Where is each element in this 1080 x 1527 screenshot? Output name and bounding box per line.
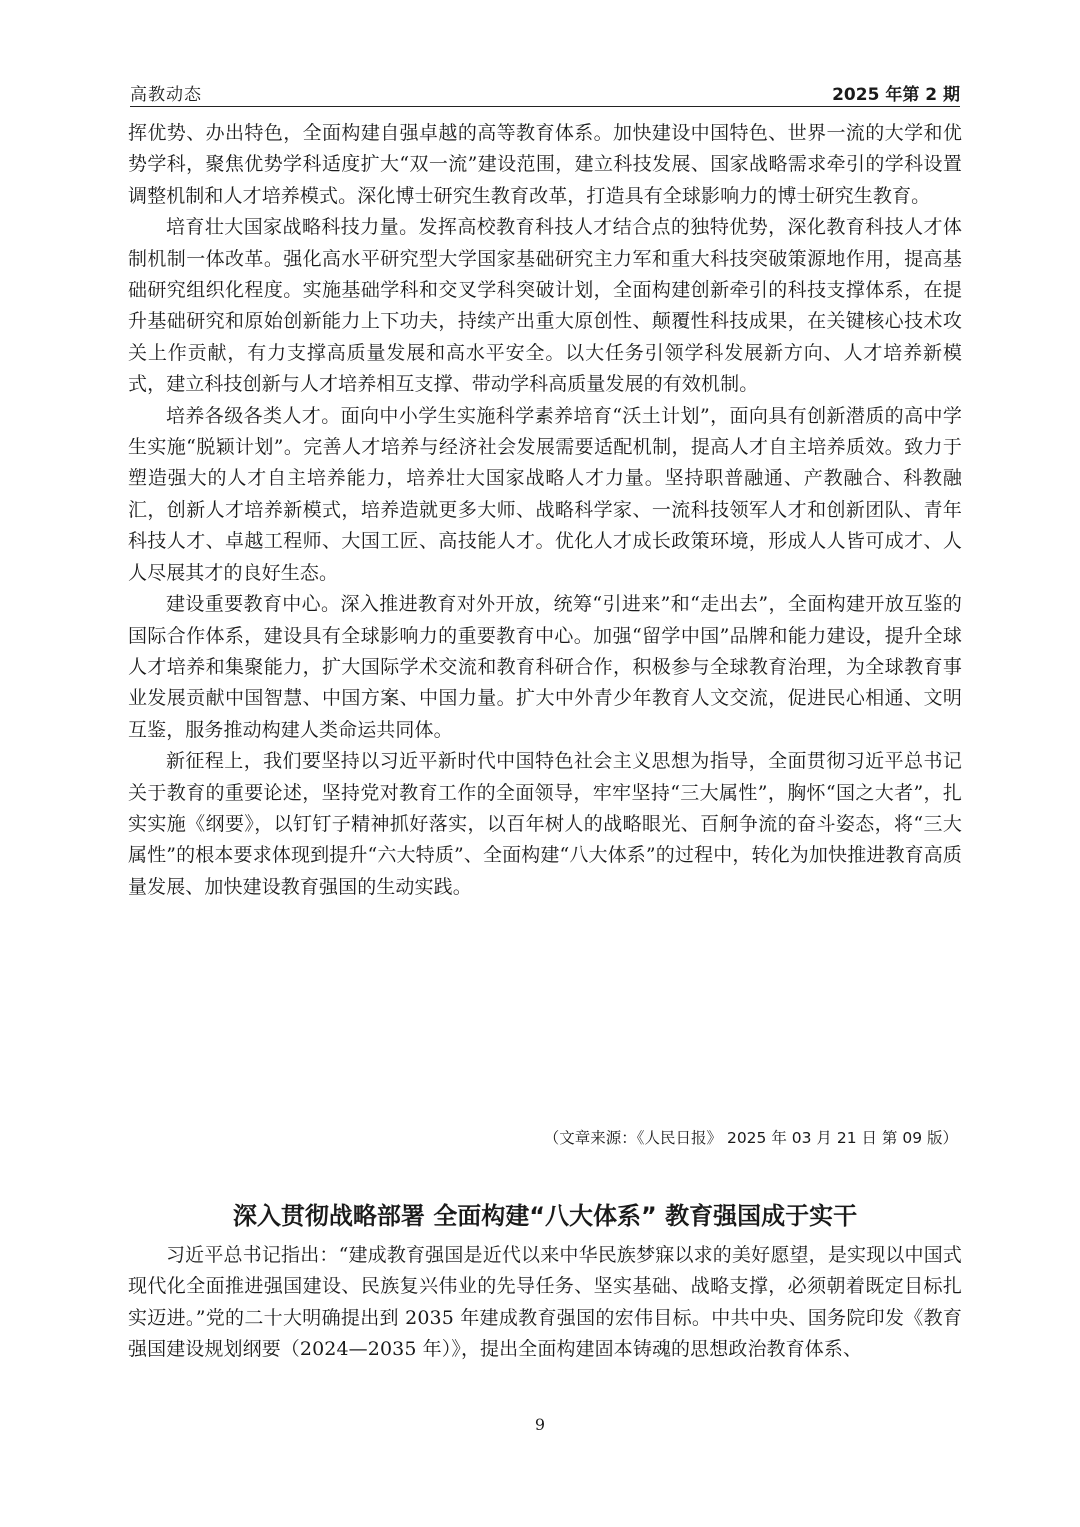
paragraph-continued: 挥优势、办出特色，全面构建自强卓越的高等教育体系。加快建设中国特色、世界一流的大学和优势学科，聚焦优势学科适度扩大“双一流”建设范围，建立科技发展、国家战略需求牵引的学科设置调整机制和人才培养模式。深化博士研究生教育改革，打造具有全球影响力的博士研究生教育。 xyxy=(128,122,962,207)
page-number: 9 xyxy=(534,1415,546,1434)
article2-body xyxy=(128,1240,962,1366)
paragraph-sci-tech: 培育壮大国家战略科技力量。发挥高校教育科技人才结合点的独特优势，深化教育科技人才体制机制一体改革。强化高水平研究型大学国家基础研究主力军和重大科技突破策源地作用，提高基础研究组织化程度。实施基础学科和交叉学科突破计划，全面构建创新牵引的科技支撑体系，在提升基础研究和原始创新能力上下功夫，持续产出重大原创性、颠覆性科技成果，在关键核心技术攻关上作贡献，有力支撑高质量发展和高水平安全。以大任务引领学科发展新方向、人才培养新模式，建立科技创新与人才培养相互支撑、带动学科高质量发展的有效机制。 xyxy=(128,216,962,396)
issue-number: 2025 年第 2 期 xyxy=(832,85,960,105)
article-title: 深入贯彻战略部署 全面构建“八大体系” 教育强国成于实干 xyxy=(232,1202,858,1230)
paragraph-conclusion: 新征程上，我们要坚持以习近平新时代中国特色社会主义思想为指导，全面贯彻习近平总书记关于教育的重要论述，坚持党对教育工作的全面领导，牢牢坚持“三大属性”，胸怀“国之大者”，扎实实施《纲要》，以钉钉子精神抓好落实，以百年树人的战略眼光、百舸争流的奋斗姿态，将“三大属性”的根本要求体现到提升“六大特质”、全面构建“八大体系”的过程中，转化为加快推进教育高质量发展、加快建设教育强国的生动实践。 xyxy=(128,750,962,898)
paragraph-edu-center: 建设重要教育中心。深入推进教育对外开放，统筹“引进来”和“走出去”，全面构建开放互鉴的国际合作体系，建设具有全球影响力的重要教育中心。加强“留学中国”品牌和能力建设，提升全球人才培养和集聚能力，扩大国际学术交流和教育科研合作，积极参与全球教育治理，为全球教育事业发展贡献中国智慧、中国方案、中国力量。扩大中外青少年教育人文交流，促进民心相通、文明互鉴，服务推动构建人类命运共同体。 xyxy=(128,593,962,741)
paragraph-talent: 培养各级各类人才。面向中小学生实施科学素养培育“沃土计划”，面向具有创新潜质的高中学生实施“脱颖计划”。完善人才培养与经济社会发展需要适配机制，提高人才自主培养质效。致力于塑造强大的人才自主培养能力，培养壮大国家战略人才力量。坚持职普融通、产教融合、科教融汇，创新人才培养新模式，培养造就更多大师、战略科学家、一流科技领军人才和创新团队、青年科技人才、卓越工程师、大国工匠、高技能人才。优化人才成长政策环境，形成人人皆可成才、人人尽展其才的良好生态。 xyxy=(128,404,962,584)
journal-name: 高教动态 xyxy=(130,85,202,105)
article-source: （文章来源：《人民日报》 2025 年 03 月 21 日 第 09 版） xyxy=(543,1129,958,1147)
page-header xyxy=(130,78,960,107)
article-body xyxy=(128,118,962,903)
article2-paragraph: 习近平总书记指出：“建成教育强国是近代以来中华民族梦寐以求的美好愿望，是实现以中国式现代化全面推进强国建设、民族复兴伟业的先导任务、坚实基础、战略支撑，必须朝着既定目标扎实迈进。”党的二十大明确提出到 2035 年建成教育强国的宏伟目标。中共中央、国务院印发《教育强国建设规划纲要（2024—2035 年）》，提出全面构建固本铸魂的思想政治教育体系、 xyxy=(128,1244,962,1361)
